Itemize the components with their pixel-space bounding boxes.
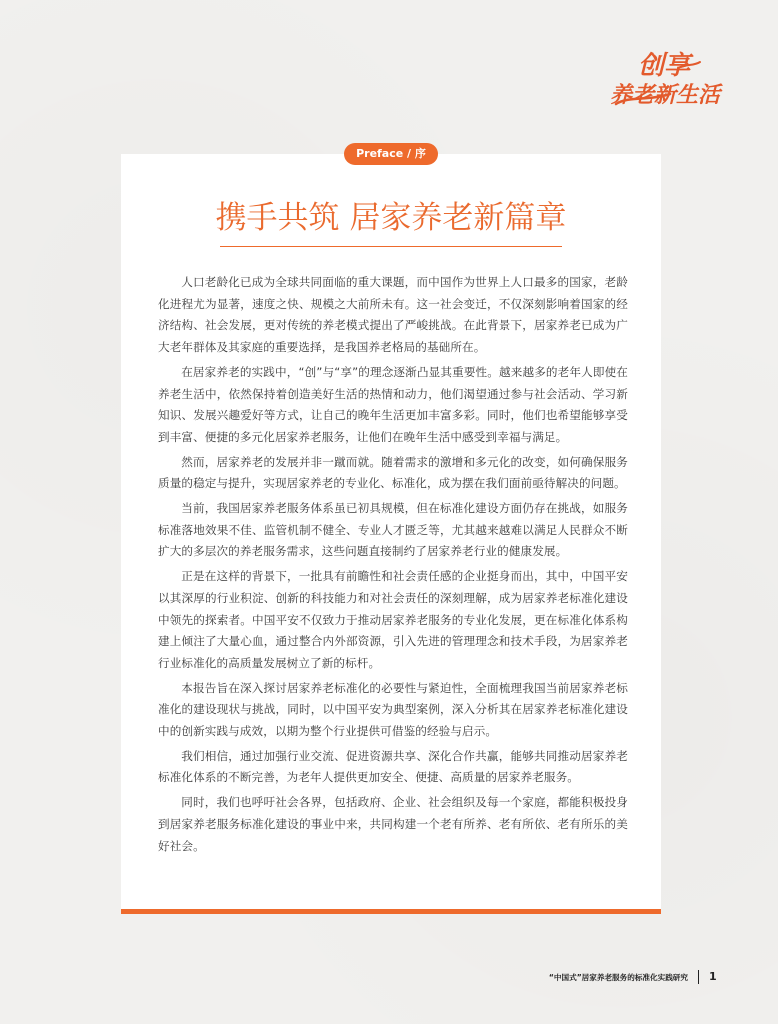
page-title: 携手共筑 居家养老新篇章	[215, 200, 567, 236]
brand-logo	[608, 46, 726, 112]
paragraph-4: 当前，我国居家养老服务体系虽已初具规模，但在标准化建设方面仍存在挑战，如服务标准落地效果不佳、监管机制不健全、专业人才匮乏等，尤其越来越难以满足人民群众不断扩大的多层次的养老服务需求，这些问题直接制约了居家养老行业的健康发展。	[158, 501, 628, 559]
logo-line1: 创享	[638, 51, 691, 81]
paragraph-2: 在居家养老的实践中，“创”与“享”的理念逐渐凸显其重要性。越来越多的老年人即使在养老生活中，依然保持着创造美好生活的热情和动力，他们渴望通过参与社会活动、学习新知识、发展兴趣爱好等方式，让自己的晚年生活更加丰富多彩。同时，他们也希望能够享受到丰富、便捷的多元化居家养老服务，让他们在晚年生活中感受到幸福与满足。	[158, 364, 628, 444]
preface-body	[158, 272, 628, 860]
logo-line2: 养老新生活	[610, 82, 721, 108]
paragraph-1: 人口老龄化已成为全球共同面临的重大课题，而中国作为世界上人口最多的国家，老龄化进程尤为显著，速度之快、规模之大前所未有。这一社会变迁，不仅深刻影响着国家的经济结构、社会发展，更对传统的养老模式提出了严峻挑战。在此背景下，居家养老已成为广大老年群体及其家庭的重要选择，是我国养老格局的基础所在。	[158, 275, 628, 355]
paragraph-5: 正是在这样的背景下，一批具有前瞻性和社会责任感的企业挺身而出，其中，中国平安以其深厚的行业积淀、创新的科技能力和对社会责任的深刻理解，成为居家养老标准化建设中领先的探索者。中国平安不仅致力于推动居家养老服务的专业化发展，更在标准化体系构建上倾注了大量心血，通过整合内外部资源，引入先进的管理理念和技术手段，为居家养老行业标准化的高质量发展树立了新的标杆。	[158, 569, 628, 670]
title-underline	[220, 246, 562, 247]
paragraph-8: 同时，我们也呼吁社会各界，包括政府、企业、社会组织及每一个家庭，都能积极投身到居家养老服务标准化建设的事业中来，共同构建一个老有所养、老有所依、老有所乐的美好社会。	[158, 795, 628, 853]
page-footer	[520, 970, 722, 986]
calligraphy-logo-icon	[608, 46, 726, 112]
paragraph-3: 然而，居家养老的发展并非一蹴而就。随着需求的激增和多元化的改变，如何确保服务质量的稳定与提升，实现居家养老的专业化、标准化，成为摆在我们面前亟待解决的问题。	[158, 454, 628, 491]
footer-report-title: “中国式”居家养老服务的标准化实践研究	[548, 973, 688, 982]
page-number: 1	[709, 970, 717, 983]
paragraph-6: 本报告旨在深入探讨居家养老标准化的必要性与紧迫性，全面梳理我国当前居家养老标准化的建设现状与挑战，同时，以中国平安为典型案例，深入分析其在居家养老标准化建设中的创新实践与成效，以期为整个行业提供可借鉴的经验与启示。	[158, 680, 628, 739]
paragraph-7: 我们相信，通过加强行业交流、促进资源共享、深化合作共赢，能够共同推动居家养老标准化体系的不断完善，为老年人提供更加安全、便捷、高质量的居家养老服务。	[158, 748, 628, 785]
card-bottom-accent-bar	[121, 909, 661, 914]
footer-divider	[698, 970, 699, 984]
preface-badge: Preface / 序	[344, 143, 438, 165]
